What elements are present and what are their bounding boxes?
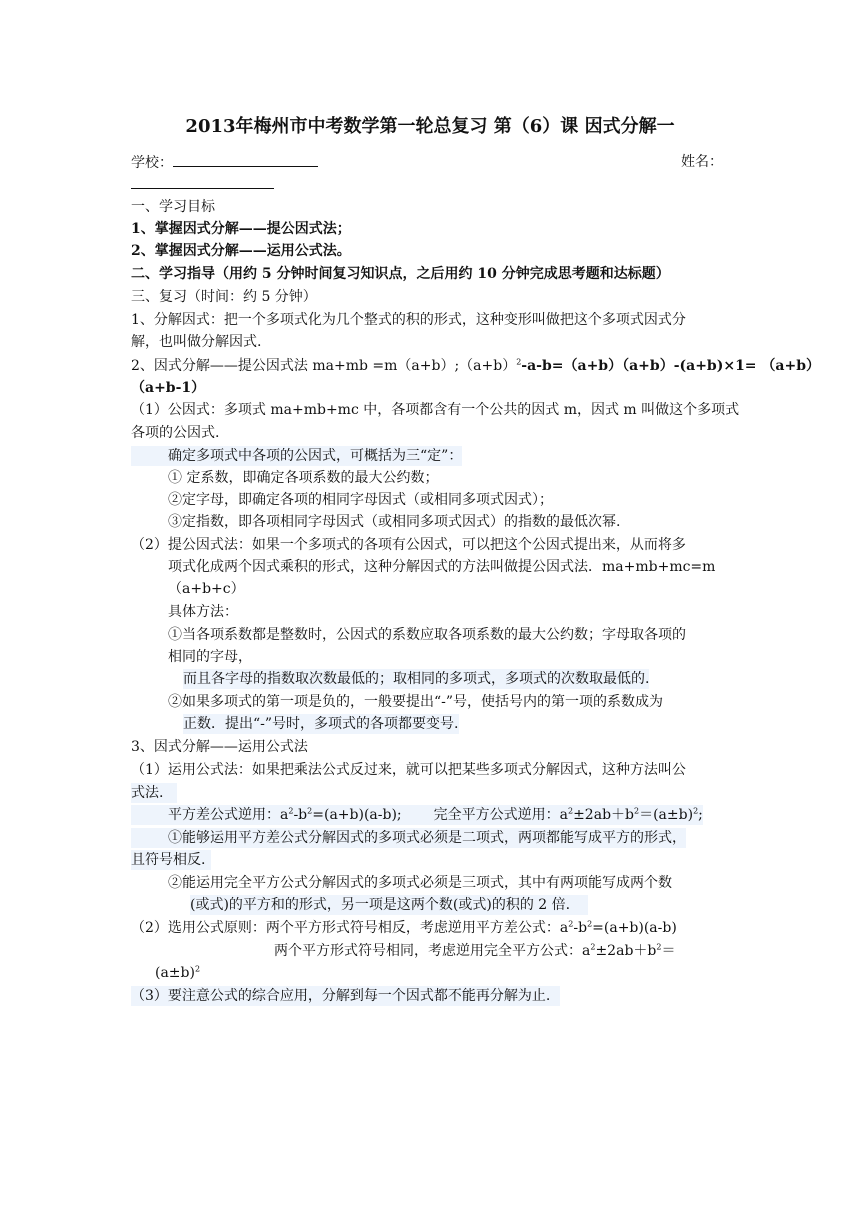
paragraph-line: （2）提公因式法：如果一个多项式的各项有公因式，可以把这个公因式提出来，从而将多 [131,537,686,553]
list-item: (或式)的平方和的形式，另一项是这两个数(或式)的积的 2 倍. [190,895,588,915]
list-item: ③定指数，即各项相同字母因式（或相同多项式因式）的指数的最低次幂. [168,514,621,530]
paragraph-line: 各项的公因式. [131,425,220,441]
name-label: 姓名： [681,154,723,170]
school-blank [173,152,318,167]
formula-text: （2）选用公式原则：两个平方形式符号相反，考虑逆用平方差公式：a [131,920,569,936]
superscript: 2 [567,806,574,816]
superscript: 2 [693,806,699,816]
list-item: 正数．提出“-”号时，多项式的各项都要变号. [183,716,459,732]
objective-item: 2、掌握因式分解——运用公式法。 [131,243,351,259]
section-heading: 一、学习目标 [131,199,215,215]
page-title: 2013年梅州市中考数学第一轮总复习 第（6）课 因式分解一 [185,116,675,137]
section-heading: 二、学习指导（用约 5 分钟时间复习知识点，之后用约 10 分钟完成思考题和达标题） [131,266,670,282]
paragraph-line: 确定多项式中各项的公因式，可概括为三“定”： [131,446,462,466]
formula-text: ±2ab＋b [595,943,657,959]
superscript: 2 [634,806,640,816]
formula-text: 平方差公式逆用：a [168,807,289,823]
paragraph-line: 1、分解因式：把一个多项式化为几个整式的积的形式，这种变形叫做把这个多项式因式分 [131,312,686,328]
superscript: 2 [587,919,593,929]
formula-text: ＝(a±b) [639,807,694,823]
formula-text: (a±b) [155,965,195,981]
superscript: 2 [568,919,574,929]
superscript: 2 [307,806,313,816]
formula-text: 完全平方公式逆用：a [433,807,568,823]
formula-text: -a-b=（a+b）（a+b）-(a+b)×1= （a+b） [521,358,821,374]
formula-text: ±2ab＋b [573,807,634,823]
formula-text: -b [573,920,588,936]
superscript: 2 [516,357,522,367]
superscript: 2 [194,964,201,974]
list-item: ①能够运用平方差公式分解因式的多项式必须是二项式，两项都能写成平方的形式， [131,828,686,848]
superscript: 2 [288,806,294,816]
list-item: 相同的字母， [168,649,252,665]
paragraph-line: 解，也叫做分解因式. [131,334,262,350]
superscript: 2 [656,942,662,952]
list-item: ① 定系数，即确定各项系数的最大公约数； [168,470,439,486]
paragraph-line: 具体方法： [168,604,238,620]
objective-item: 1、掌握因式分解——提公因式法； [131,221,351,237]
list-item: ②定字母，即确定各项的相同字母因式（或相同多项式因式）； [168,492,553,508]
name-blank [131,188,274,189]
paragraph-line: （a+b+c） [168,581,245,597]
formula-line: （a+b-1） [131,380,206,396]
formula-text: 两个平方形式符号相同，考虑逆用完全平方公式：a [274,943,591,959]
formula-line [274,941,675,961]
section-heading: 三、复习（时间：约 5 分钟） [131,289,317,305]
formula-text: ＝ [661,943,676,959]
paragraph-line: 式法. [131,783,177,803]
formula-text: =(a+b)(a-b); [312,807,402,823]
paragraph-line: （1）运用公式法：如果把乘法公式反过来，就可以把某些多项式分解因式，这种方法叫公 [131,762,686,778]
section-heading: 3、因式分解——运用公式法 [131,739,308,755]
formula-text: -b [293,807,308,823]
formula-text: 2、因式分解——提公因式法 ma+mb =m（a+b）;（a+b） [131,358,517,374]
paragraph-line: 项式化成两个因式乘积的形式，这种分解因式的方法叫做提公因式法．ma+mb+mc=m [168,559,716,575]
paragraph-line: （1）公因式：多项式 ma+mb+mc 中，各项都含有一个公共的因式 m，因式 m 叫做这个多项式 [131,402,740,418]
formula-line [131,356,820,376]
list-item: ②如果多项式的第一项是负的，一般要提出“-”号，使括号内的第一项的系数成为 [168,694,664,710]
superscript: 2 [590,942,596,952]
formula-text: =(a+b)(a-b) [592,920,677,936]
school-label: 学校： [131,155,173,171]
school-field [131,152,318,173]
formula-line [131,918,677,938]
paragraph-line: （3）要注意公式的综合应用，分解到每一个因式都不能再分解为止. [131,986,560,1006]
formula-line [131,805,703,825]
list-item: 而且各字母的指数取次数最低的；取相同的多项式，多项式的次数取最低的. [183,671,650,687]
list-item: ①当各项系数都是整数时，公因式的系数应取各项系数的最大公约数；字母取各项的 [168,627,686,643]
list-item: ②能运用完全平方公式分解因式的多项式必须是三项式，其中有两项能写成两个数 [168,875,672,891]
list-item: 且符号相反. [131,850,211,870]
formula-text: ; [698,807,703,823]
formula-line [155,963,200,983]
